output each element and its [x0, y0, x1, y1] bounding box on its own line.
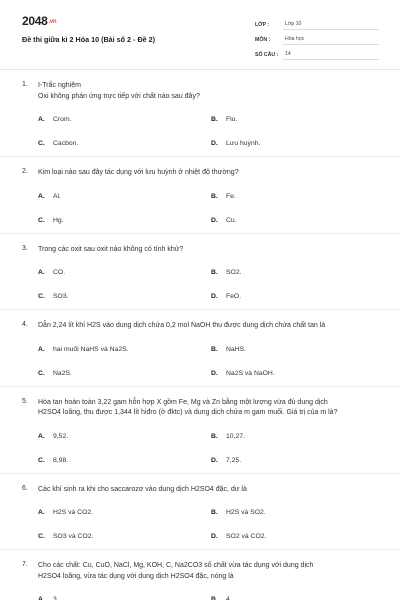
option-label: D.: [211, 216, 218, 224]
answer-options: [38, 268, 378, 301]
question-number: 5.: [22, 397, 28, 405]
option-text: Flo.: [226, 116, 238, 123]
option-text: Hg.: [53, 216, 64, 224]
answer-option[interactable]: [211, 216, 378, 225]
option-text: Na2S.: [53, 369, 72, 377]
meta-row: [255, 30, 379, 45]
answer-options: [38, 508, 378, 541]
answer-options: [38, 595, 378, 600]
option-label: A.: [38, 116, 45, 123]
question-item: [0, 310, 400, 387]
option-text: SO2 và CO2.: [226, 533, 267, 540]
meta-value: Hóa học: [283, 36, 379, 45]
question-text: Oxi không phản ứng trực tiếp với chất nào sau đây?: [38, 92, 200, 100]
answer-option[interactable]: [38, 292, 211, 301]
option-text: FeO.: [226, 293, 242, 300]
option-text: 8,98.: [53, 456, 69, 464]
option-label: D.: [211, 293, 218, 300]
question-list: [0, 70, 400, 600]
meta-label: SỐ CÂU :: [255, 52, 279, 58]
question-text: Hòa tan hoàn toàn 3,22 gam hỗn hợp X gồm Fe, Mg và Zn bằng một lượng vừa đủ dung dịch: [38, 398, 328, 406]
question-number: 1.: [22, 81, 28, 88]
option-label: B.: [211, 345, 218, 353]
question-item: [0, 234, 400, 311]
page-title: Đề thi giữa kì 2 Hóa 10 (Bài số 2 - Đề 2): [22, 35, 156, 44]
answer-option[interactable]: [38, 456, 211, 465]
option-label: B.: [211, 269, 218, 276]
answer-options: [38, 192, 378, 225]
question-text: Kim loại nào sau đây tác dụng với lưu huỳnh ở nhiệt độ thường?: [38, 169, 239, 176]
option-label: B.: [211, 509, 218, 516]
option-label: D.: [211, 533, 218, 540]
option-label: B.: [211, 116, 218, 123]
question-item: [0, 157, 400, 234]
answer-options: [38, 115, 378, 148]
exam-header: [0, 0, 400, 70]
option-text: Al.: [53, 192, 61, 200]
option-label: A.: [38, 596, 45, 600]
option-label: C.: [38, 456, 45, 464]
answer-option[interactable]: [211, 432, 378, 441]
question-text: I-Trắc nghiệm: [38, 82, 81, 89]
option-label: D.: [211, 140, 218, 147]
option-text: hai muối NaHS và Na2S.: [53, 345, 129, 353]
question-item: [0, 70, 400, 157]
answer-option[interactable]: [211, 192, 378, 201]
question-text: Dẫn 2,24 lít khí H2S vào dung dịch chứa 0,2 mol NaOH thu được dung dịch chứa chất tan là: [38, 322, 326, 329]
option-text: Fe.: [226, 192, 236, 200]
question-text: H2SO4 loãng, vừa tác dụng với dung dịch H2SO4 đặc, nóng là: [38, 572, 234, 580]
option-text: 4.: [226, 596, 232, 600]
answer-options: [38, 432, 378, 465]
question-item: [0, 387, 400, 474]
option-text: SO2.: [226, 269, 242, 276]
answer-option[interactable]: [211, 456, 378, 465]
question-item: [0, 550, 400, 600]
option-text: NaHS.: [226, 345, 247, 353]
meta-label: MÔN :: [255, 37, 271, 43]
option-text: SO3 và CO2.: [53, 533, 94, 540]
option-label: D.: [211, 456, 218, 464]
answer-option[interactable]: [38, 192, 211, 201]
option-label: A.: [38, 192, 45, 200]
question-item: [0, 474, 400, 551]
option-text: 10,27.: [226, 432, 245, 440]
answer-option[interactable]: [211, 369, 378, 378]
answer-options: [38, 345, 378, 378]
answer-option[interactable]: [211, 139, 378, 148]
question-number: 3.: [22, 244, 28, 252]
question-text: H2SO4 loãng, thu được 1,344 lít hiđro (ở đktc) và dung dịch chứa m gam muối. Giá trị của m là?: [38, 409, 338, 416]
question-text: Trong các oxit sau oxit nào không có tính khử?: [38, 245, 184, 253]
answer-option[interactable]: [211, 292, 378, 301]
question-number: 4.: [22, 321, 28, 328]
option-label: C.: [38, 216, 45, 224]
question-text: Các khí sinh ra khi cho saccarozơ vào dung dịch H2SO4 đặc, dư là: [38, 485, 247, 493]
answer-option[interactable]: [38, 139, 211, 148]
option-text: H2S và CO2.: [53, 509, 94, 516]
answer-option[interactable]: [38, 595, 211, 600]
answer-option[interactable]: [38, 268, 211, 277]
option-label: A.: [38, 432, 45, 440]
site-logo[interactable]: [22, 14, 56, 28]
question-number: 2.: [22, 168, 28, 175]
answer-option[interactable]: [38, 532, 211, 541]
option-label: C.: [38, 293, 45, 300]
option-label: B.: [211, 596, 218, 600]
option-text: Crom.: [53, 116, 72, 123]
answer-option[interactable]: [211, 508, 378, 517]
option-label: A.: [38, 509, 45, 516]
option-label: D.: [211, 369, 218, 377]
option-text: Cu.: [226, 216, 237, 224]
meta-value: 14: [283, 51, 379, 60]
option-text: SO3.: [53, 293, 69, 300]
option-label: C.: [38, 369, 45, 377]
option-text: H2S và SO2.: [226, 509, 266, 516]
option-text: 3.: [53, 596, 59, 600]
answer-option[interactable]: [38, 508, 211, 517]
answer-option[interactable]: [38, 115, 211, 124]
answer-option[interactable]: [38, 432, 211, 441]
option-text: Cacbon.: [53, 140, 79, 147]
answer-option[interactable]: [38, 216, 211, 225]
logo-text: 2048: [22, 14, 48, 28]
answer-option[interactable]: [211, 268, 378, 277]
answer-option[interactable]: [211, 532, 378, 541]
exam-meta: [255, 15, 379, 60]
question-number: 6.: [22, 484, 28, 492]
logo-suffix: .vn: [48, 19, 57, 25]
option-text: 7,25.: [226, 456, 242, 464]
option-label: B.: [211, 432, 218, 440]
answer-option[interactable]: [211, 345, 378, 354]
option-label: B.: [211, 192, 218, 200]
answer-option[interactable]: [38, 345, 211, 354]
question-number: 7.: [22, 561, 28, 568]
option-text: CO.: [53, 269, 66, 276]
option-label: C.: [38, 533, 45, 540]
meta-label: LỚP :: [255, 22, 270, 28]
meta-row: [255, 45, 379, 60]
answer-option[interactable]: [211, 115, 378, 124]
option-text: Na2S và NaOH.: [226, 369, 275, 377]
answer-option[interactable]: [38, 369, 211, 378]
meta-row: [255, 15, 379, 30]
meta-value: Lớp 10: [283, 21, 379, 30]
option-label: A.: [38, 345, 45, 353]
answer-option[interactable]: [211, 595, 378, 600]
question-text: Cho các chất: Cu, CuO, NaCl, Mg, KOH, C, Na2CO3 số chất vừa tác dụng với dung dịch: [38, 562, 314, 569]
option-text: Lưu huỳnh.: [226, 140, 261, 147]
option-label: C.: [38, 140, 45, 147]
option-text: 9,52.: [53, 432, 69, 440]
option-label: A.: [38, 269, 45, 276]
